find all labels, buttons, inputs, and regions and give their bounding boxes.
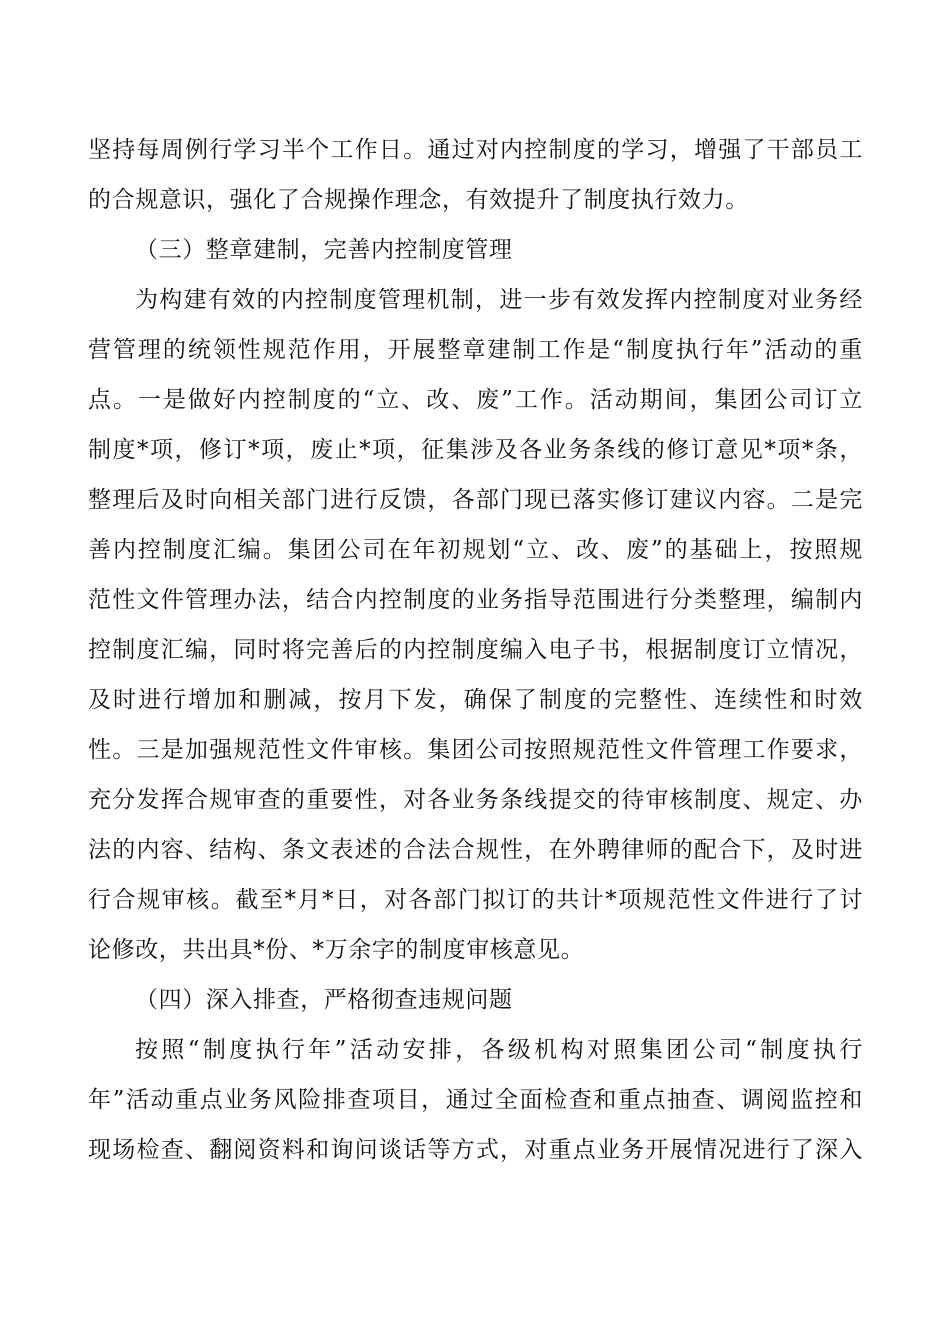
text-line: 善内控制度汇编。集团公司在年初规划“立、改、废”的基础上，按照规 (88, 537, 863, 563)
paragraph-first-line: 按照“制度执行年”活动安排，各级机构对照集团公司“制度执行 (135, 1037, 863, 1063)
text-line: 法的内容、结构、条文表述的合法合规性，在外聘律师的配合下，及时进 (88, 837, 863, 863)
text-line: 的合规意识，强化了合规操作理念，有效提升了制度执行效力。 (88, 187, 749, 213)
text-line: 坚持每周例行学习半个工作日。通过对内控制度的学习，增强了干部员工 (88, 137, 863, 163)
text-line: 年”活动重点业务风险排查项目，通过全面检查和重点抽查、调阅监控和 (88, 1087, 863, 1113)
section-heading: （三）整章建制，完善内控制度管理 (135, 237, 513, 263)
text-line: 充分发挥合规审查的重要性，对各业务条线提交的待审核制度、规定、办 (88, 787, 863, 813)
paragraph-first-line: 为构建有效的内控制度管理机制，进一步有效发挥内控制度对业务经 (135, 287, 863, 313)
text-line: 制度*项，修订*项，废止*项，征集涉及各业务条线的修订意见*项*条， (88, 437, 863, 463)
text-line: 整理后及时向相关部门进行反馈，各部门现已落实修订建议内容。二是完 (88, 487, 863, 513)
text-line: 及时进行增加和删减，按月下发，确保了制度的完整性、连续性和时效 (88, 687, 863, 713)
document-body (88, 125, 863, 1175)
text-line: 性。三是加强规范性文件审核。集团公司按照规范性文件管理工作要求， (88, 737, 863, 763)
text-line: 点。一是做好内控制度的“立、改、废”工作。活动期间，集团公司订立 (88, 387, 863, 413)
text-line: 论修改，共出具*份、*万余字的制度审核意见。 (88, 937, 585, 963)
text-line: 营管理的统领性规范作用，开展整章建制工作是“制度执行年”活动的重 (88, 337, 863, 363)
text-line: 范性文件管理办法，结合内控制度的业务指导范围进行分类整理，编制内 (88, 587, 863, 613)
text-line: 控制度汇编，同时将完善后的内控制度编入电子书，根据制度订立情况， (88, 637, 863, 663)
text-line: 现场检查、翻阅资料和询问谈话等方式，对重点业务开展情况进行了深入 (88, 1137, 863, 1163)
text-line: 行合规审核。截至*月*日，对各部门拟订的共计*项规范性文件进行了讨 (88, 887, 863, 913)
section-heading: （四）深入排查，严格彻查违规问题 (135, 987, 513, 1013)
